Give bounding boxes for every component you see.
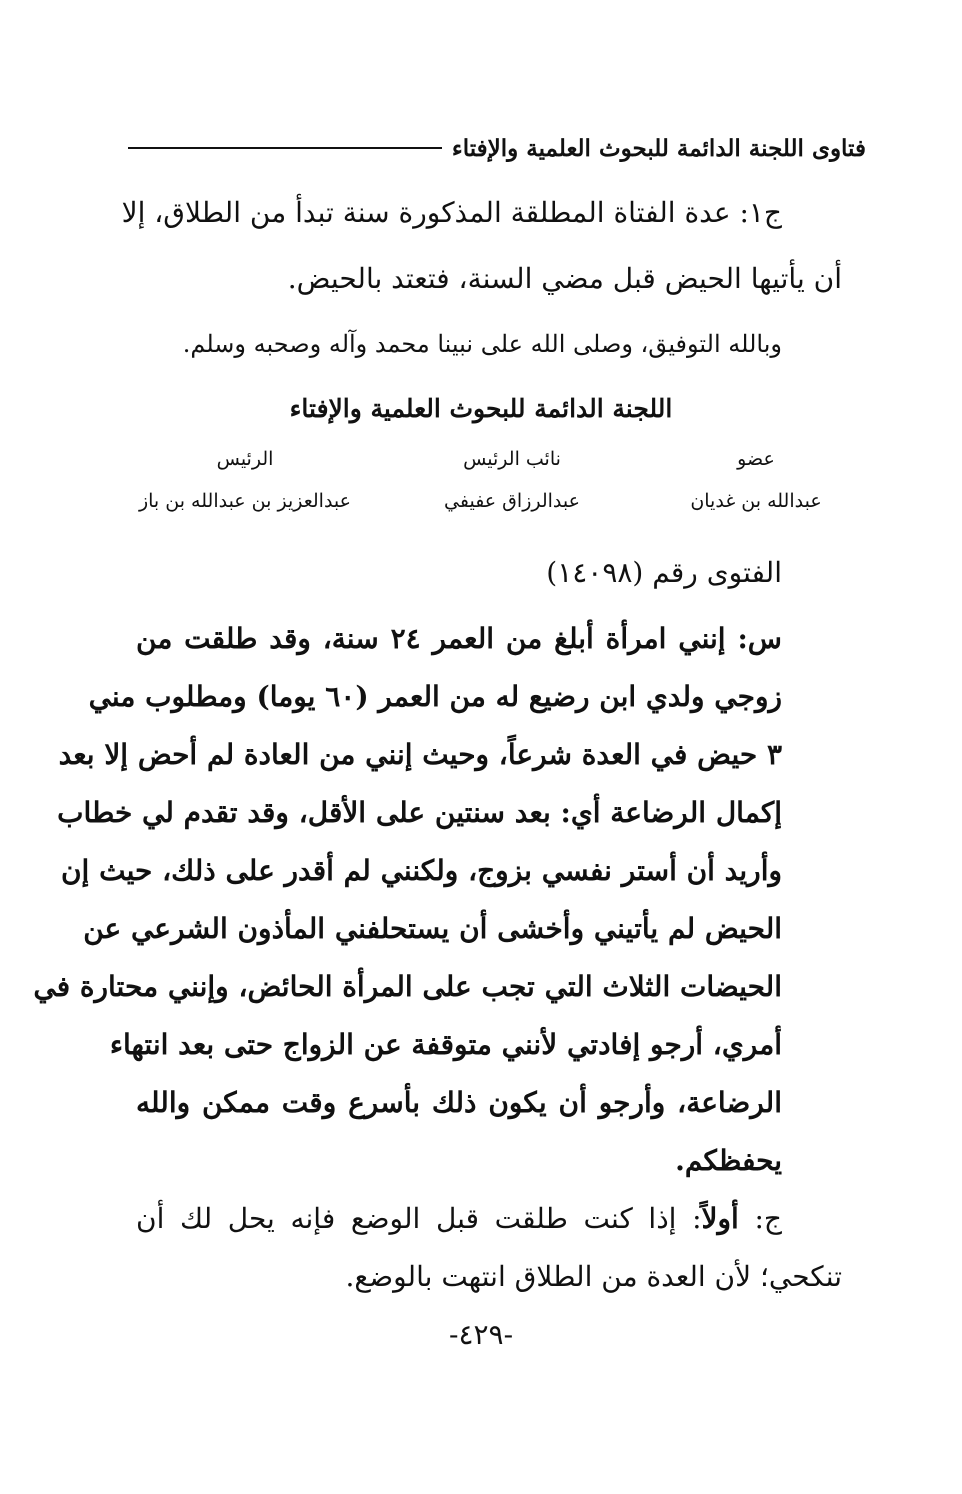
question-line-6: الحيض لم يأتيني وأخشى أن يستحلفني المأذون الشرعي عن xyxy=(83,912,782,945)
question-line-7: الحيضات الثلاث التي تجب على المرأة الحائض، وإنني محتارة في xyxy=(33,970,782,1003)
question-line-4: إكمال الرضاعة أي: بعد سنتين على الأقل، وقد تقدم لي خطاب xyxy=(57,796,782,829)
question-line-8: أمري، أرجو إفادتي لأنني متوقفة عن الزواج حتى بعد انتهاء xyxy=(109,1028,782,1061)
question-line-10: يحفظكم. xyxy=(675,1144,782,1177)
signatory-role: الرئيس xyxy=(216,448,274,470)
answer1-line-2: أن يأتيها الحيض قبل مضي السنة، فتعتد بالحيض. xyxy=(287,262,842,295)
answer2-line-1 xyxy=(136,1202,782,1235)
signatory-name: عبدالرزاق عفيفي xyxy=(444,490,580,512)
answer1-closing: وبالله التوفيق، وصلى الله على نبينا محمد وآله وصحبه وسلم. xyxy=(182,330,782,358)
signatory-role: عضو xyxy=(737,448,775,470)
question-line-2: زوجي ولدي ابن رضيع له من العمر (٦٠ يوما) ومطلوب مني xyxy=(88,680,782,713)
question-line-3: ٣ حيض في العدة شرعاً، وحيث إنني من العادة لم أحض إلا بعد xyxy=(58,738,782,771)
answer2-prefix: ج: xyxy=(738,1202,782,1235)
page-number: -٤٢٩- xyxy=(448,1318,514,1351)
question-line-5: وأريد أن أستر نفسي بزوج، ولكنني لم أقدر على ذلك، حيث إن xyxy=(60,854,782,887)
header-rule xyxy=(128,147,442,149)
header-title: فتاوى اللجنة الدائمة للبحوث العلمية والإفتاء xyxy=(451,134,866,162)
signatory-name: عبدالله بن غديان xyxy=(690,490,822,512)
answer2-line-2: تنكحي؛ لأن العدة من الطلاق انتهت بالوضع. xyxy=(345,1260,842,1293)
committee-title: اللجنة الدائمة للبحوث العلمية والإفتاء xyxy=(289,394,673,423)
question-line-1: س: إنني امرأة أبلغ من العمر ٢٤ سنة، وقد طلقت من xyxy=(136,622,782,655)
answer2-bold-first: أولاً xyxy=(701,1202,739,1235)
signatory-member xyxy=(686,448,826,512)
signatory-president xyxy=(120,448,370,512)
signatory-name: عبدالعزيز بن عبدالله بن باز xyxy=(138,490,352,512)
fatwa-number: الفتوى رقم (١٤٠٩٨) xyxy=(546,556,782,589)
answer2-line-1-rest: : إذا كنت طلقت قبل الوضع فإنه يحل لك أن xyxy=(136,1202,702,1235)
signatory-role: نائب الرئيس xyxy=(463,448,561,470)
running-header xyxy=(128,128,866,168)
answer1-line-1: ج١: عدة الفتاة المطلقة المذكورة سنة تبدأ من الطلاق، إلا xyxy=(121,196,782,229)
signatory-vice-president xyxy=(422,448,602,512)
question-line-9: الرضاعة، وأرجو أن يكون ذلك بأسرع وقت ممكن والله xyxy=(136,1086,782,1119)
